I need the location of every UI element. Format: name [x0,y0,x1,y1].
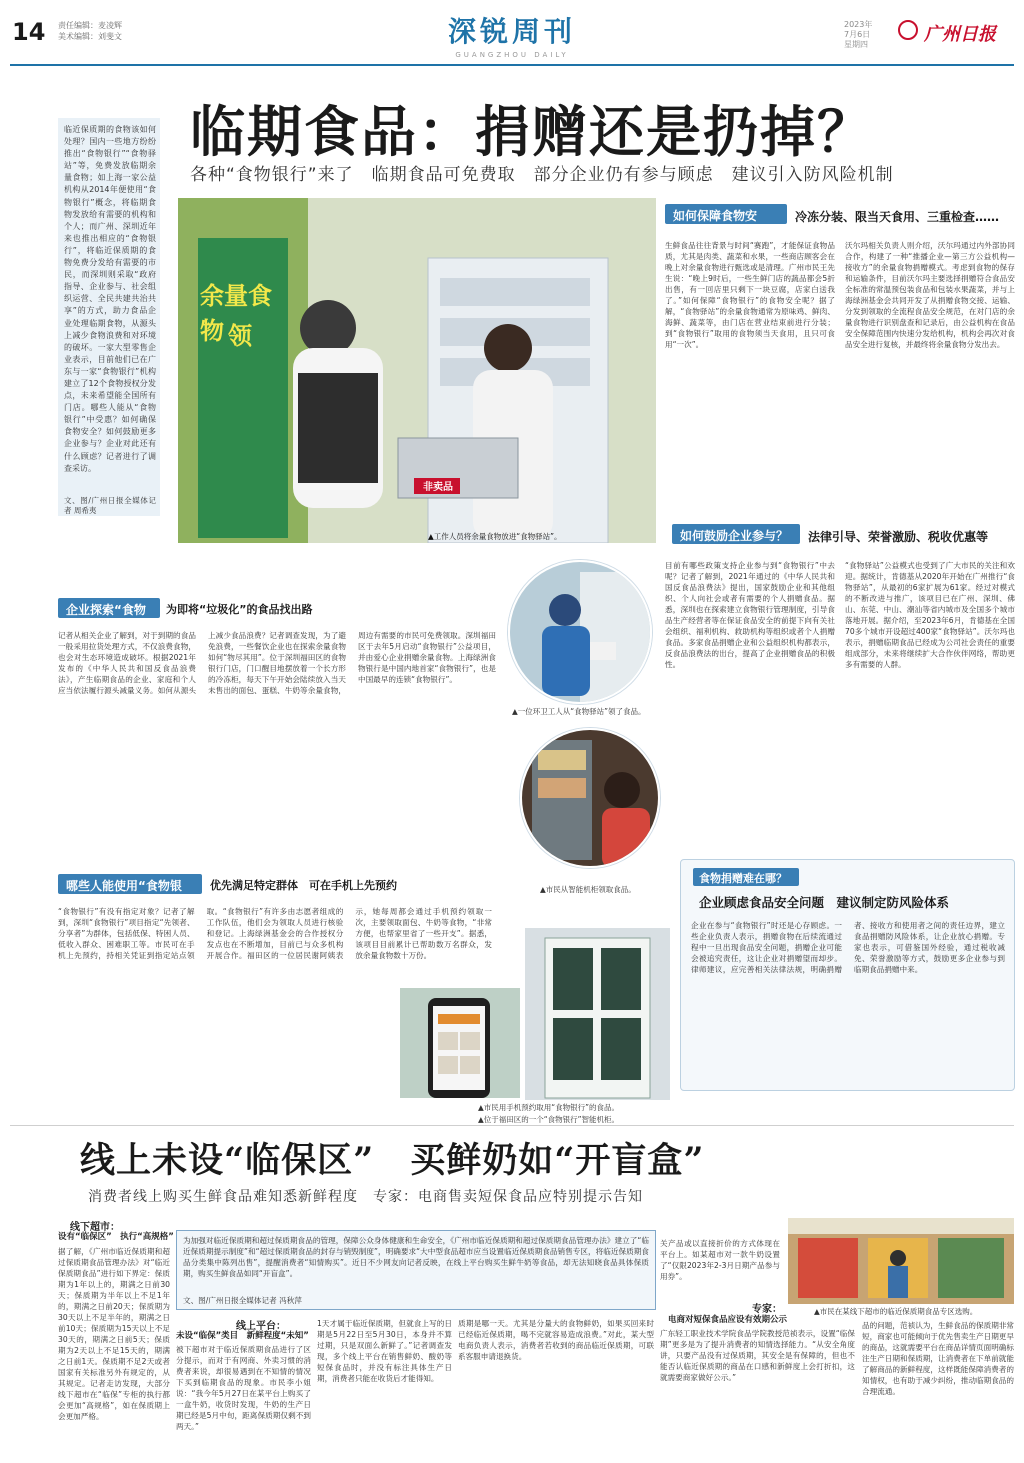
masthead [0,0,1024,64]
q2-text-b: “食物驿站”公益模式也受到了广大市民的关注和欢迎。据统计，肯德基从2020年开始在广州推行“食物驿站”，从最初的6家扩展为61家。经过对模式的不断改进与推广，该项目已在广州、深圳、佛山、东莞、中山、潮汕等省内城市及全国多个城市落地开展。据介绍，至2023年6月，肯德基在全国70多个城市开设超过400家“食物驿站”。沃尔玛也表示，捐赠临期食品已经成为公司社会责任的重要组成部分，未来将继续扩大合作伙伴网络，帮助更多有需要的人群。 [845,561,1015,669]
concern-text: 企业在参与“食物银行”时还是心存顾虑。一些企业负责人表示，捐赠食物在后续流通过程中一旦出现食品安全问题，捐赠企业可能会被追究责任，这让企业对捐赠望而却步。律师建议，应完善相关法律法规，明确捐赠者、接收方和使用者之间的责任边界，建立食品捐赠防风险体系，让企业放心捐赠。专家也表示，可借鉴国外经验，通过税收减免、荣誉激励等方式，鼓励更多企业参与到临期食品捐赠中来。 [691,921,1005,974]
main-photo [178,198,656,543]
section-subtitle: GUANGZHOU DAILY [455,51,569,59]
col1-title: 线下超市： [70,1222,120,1233]
story1-subheadline: 各种“食物银行”来了 临期食品可免费取 部分企业仍有参与顾虑 建议引入防风险机制 [190,165,894,185]
circle-caption-1: ▲一位环卫工人从“食物驿站”领了食品。 [512,707,646,716]
lead-credit: 文、图/广州日报全媒体记者 周希夷 [64,496,156,515]
notice-box [176,1230,656,1310]
story-divider [10,1125,1014,1126]
main-photo-caption: ▲工作人员将余量食物放进“食物驿站”。 [428,532,562,541]
circle-photo-worker [508,560,652,704]
q1-label: 冷冻分装、限当天食用、三重检查…… [795,210,1000,224]
col2-text: 被下超市对于临近保质期食品进行了区分提示，而对于有网商、外卖习惯的消费者来说，却很易遇到在不知情的情况下买到临期食品的现象。市民李小姐说：“我今年5月27日在某平台上购买了一盒牛奶，收货时发现，牛奶的生产日期已经是5月中旬，距离保质期仅剩不到两天。” [176,1345,311,1431]
cabinet-photo-caption: ▲位于福田区的一个“食物银行”智能机柜。 [478,1115,620,1124]
story2-subheadline: 消费者线上购买生鲜食品难知悉新鲜程度 专家：电商售卖短保食品应特别提示告知 [88,1189,643,1205]
story2-headline: 线上未设“临保区” 买鲜奶如“开盲盒” [80,1140,705,1181]
col5-intro: 关产品或以直接折价的方式体现在平台上。如某超市对一款牛奶设置了“仅限2023年2-3月日期产品参与用券”。 [660,1239,780,1281]
concern-kicker: 食物捐赠难在哪？ [693,868,799,886]
worker-illustration [510,562,652,704]
section-title: 深锐周刊 [447,15,576,48]
col5-subtitle: 电商对短保食品应设有效期公示 [668,1315,788,1325]
concern-box [680,859,1015,1091]
col6-text: 品的问题，范祯认为，生鲜食品的保质期非常短，商家也可能倾向于优先售卖生产日期更早的商品，这就需要平台在商品详情页面明确标注生产日期和保质期，让消费者在下单前就能了解商品的新鲜程度，这样既能保障消费者的知情权，也有助于减少纠纷，推动临期食品的合理流通。 [862,1321,1014,1396]
q1-text-a: 生鲜食品往往背景与时间“赛跑”，才能保证食物品质，尤其是肉类、蔬菜和水果，一些商店顾客会在晚上对余量食物进行甄选或是清理。广州市民王先生说：“晚上9时后，一些生鲜门店的蔬品都会5折出售，有一回店里只剩下一块豆腐，店家白送我了。”如何保障“食物银行”的食物安全呢？据了解，“食物驿站”的余量食物通常为原味鸡、鲜肉、海鲜、蔬菜等，由门店在营业结束前进行分装；到“食物银行”取用的食物须当天食用，且只可食用“一次”。 [665,241,835,349]
issue-date [844,20,872,50]
part2-text: “食物银行”有没有指定对象？记者了解到，深圳“食物银行”项目指定“先领者、分享者”为群体，包括低保、特困人员、低收入群众、困难职工等。市民可在手机上先预约，持相关凭证到指定站点领取。“食物银行”有许多由志愿者组成的工作队伍，他们会为领取人员进行核验和登记。上海绿洲基金会的合作授权分发点也在不断增加，目前已与众多机构开展合作。福田区的一位居民谢阿姨表示，她每周都会通过手机预约领取一次，主要领取面包、牛奶等食物，“非常方便，也帮家里省了一些开支”。据悉，该项目目前累计已帮助数万名群众，发放余量食物数十万份。 [58,907,492,960]
circle-photo-cabinet [520,728,660,868]
store-photo [788,1218,1014,1304]
photo-sign-top: 余量食物 [200,282,272,345]
col2-subtitle: 未设“临保”类目 新鲜程度“未知” [176,1331,309,1341]
col4-text: 质期是哪一天。尤其是分量大的食物鲜奶，如果买回来时已经临近保质期，喝不完就容易造成浪费。”对此，某大型电商负责人表示，消费者若收到的商品临近保质期，可联系客服申请退换货。 [458,1319,654,1361]
newspaper-brand: 广州日报 [924,24,996,45]
phone-photo [400,988,520,1098]
part2-label: 优先满足特定群体 可在手机上先预约 [210,879,397,892]
cabinet-photo [525,928,670,1100]
art-editor-line: 美术编辑：刘斐文 [58,32,122,41]
lead-text: 临近保质期的食物该如何处理？国内一些地方纷纷推出“食物银行”“食物驿站”等，免费发放临期余量食物；如上海一家公益机构从2014年便使用“食物银行”概念，将临期食物发放给有需要的机构和个人；而广州、深圳近年来也推出相应的“食物银行”，将临近保质期的食物免费分发给有需要的市民，而深圳则采取“政府指导、企业参与、社会组织运营、全民共建共治共享”的方式，助力食品企业处理临期食物，从源头上减少食物浪费和对环境的破坏。一家大型零售企业表示，目前他们已在广东与一家“食物银行”机构建立了12个食物授权分发点，未来希望能全国所有门店。哪些人能从“食物银行”中受惠？如何确保食物安全？如何鼓励更多企业参与？企业对此还有什么顾虑？记者进行了调查采访。 [64,125,156,473]
q2-text-a: 目前有哪些政策支持企业参与到“食物银行”中去呢？记者了解到，2021年通过的《中华人民共和国反食品浪费法》提出，国家鼓励企业和其他组织、个人向社会或者有需要的个人捐赠食品。据悉，深圳也在探索建立食物银行管理制度，引导食品生产经营者等在保证食品安全的前提下向有关社会组织、福利机构、救助机构等组织或者个人捐赠食品。多家食品捐赠企业和公益组织机构都表示，反食品浪费法的出台，提高了企业捐赠食品的积极性。 [665,561,835,669]
q2-label: 法律引导、荣誉激励、税收优惠等 [808,530,989,544]
part1-bar: 企业探索“食物银行” [58,598,160,618]
notice-text: 为加强对临近保质期和超过保质期食品的管理，保障公众身体健康和生命安全，《广州市临近保质期和超过保质期食品管理办法》建立了“临近保质期提示制度”和“超过保质期食品的封存与销毁制度”，明确要求“大中型食品超市应当设置临近保质期食品销售专区，将临近保质期食品分类集中陈列出售”，提醒消费者“知情购买”。近日不少网友向记者反映，在线上平台购买生鲜牛奶等食品，却无法知晓食品具体保质期，购买生鲜食品如同“开盲盒”。 [183,1236,649,1278]
circle-caption-2-line: ▲市民从智能机柜领取食品。 [540,885,636,894]
masthead-rule [10,64,1014,66]
newspaper-logo-icon [898,20,918,40]
col5-text: 广东轻工职业技术学院食品学院教授范祯表示，设置“临保期”更多是为了提升消费者的知情选择能力。“从安全角度讲，只要产品没有过保质期，其安全是有保障的，但也不能否认临近保质期的商品在口感和新鲜度上会打折扣，这就需要商家做好公示。” [660,1329,855,1382]
store-illustration [788,1218,1014,1304]
notice-credit: 文、图/广州日报全媒体记者 冯秋萍 [183,1296,302,1305]
col3-text: 1天才属于临近保质期，但就食上写的日期是5月22日至5月30日，本身并不算过期，只是双面么新鲜了。”记者调查发现，多个线上平台在销售鲜奶、酸奶等短保食品时，并没有标注具体生产日期，消费者只能在收货后才能得知。 [317,1319,452,1383]
phone-photo-caption: ▲市民用手机预约取用“食物银行”的食品。 [478,1103,620,1112]
story1-headline: 临期食品：捐赠还是扔掉？ [190,99,875,164]
lead-box [58,118,160,516]
q2-bar: 如何鼓励企业参与？ [672,524,800,544]
concern-title: 企业顾虑食品安全问题 建议制定防风险体系 [699,895,950,910]
date-weekday: 星期四 [844,40,868,49]
col1-subtitle: 设有“临保区” 执行“高规格” [58,1232,174,1242]
cabinet-illustration [522,730,660,868]
q1-text-b: 沃尔玛相关负责人则介绍，沃尔玛通过内外部协同合作，构建了一种“推播企业—第三方公益机构—接收方”的余量食物捐赠模式。考虑到食物的保存和运输条件，目前沃尔玛主要选择捐赠符合食品安全标准的常温预包装食品和包装水果蔬菜，并与上海绿洲基金会共同开发了从捐赠食物交接、运输、分发到领取的全流程食品安全规范，在对门店的余量食物进行识别盘查和记录后，由公益机构在食品安全保障范围内快速分发给机构，机构会再次对食品安全进行复核，并最终将余量食物分发出去。 [845,241,1015,349]
col2-title: 线上平台： [236,1321,286,1332]
part1-text: 记者从相关企业了解到，对于到期的食品一般采用拉货处理方式，不仅浪费食物，也会对生态环境造成破坏。根据2021年发布的《中华人民共和国反食品浪费法》，产生临期食品的企业、家庭和个人应当依法履行源头减量义务。如何从源头上减少食品浪费？记者调查发现，为了避免浪费，一些餐饮企业也在探索余量食物如何“物尽其用”。位于深圳福田区的食物银行门店，门口醒目地摆放着一个长方形的冷冻柜，每天下午开始会陆续放入当天未售出的面包、蛋糕、牛奶等余量食物，周边有需要的市民可免费领取。深圳福田区于去年5月启动“食物银行”公益项目，并由爱心企业捐赠余量食物。上海绿洲食物银行是中国内地首家“食物银行”，也是中国最早的连锁“食物银行”。 [58,631,496,695]
q1-bar: 如何保障食物安全？ [665,204,787,224]
col5-title: 专家： [752,1304,782,1315]
store-photo-caption: ▲市民在某线下超市的临近保质期食品专区选购。 [814,1307,978,1316]
date-year: 2023年 [844,20,873,29]
smart-cabinet-illustration [525,928,670,1100]
page-number: 14 [12,18,46,46]
editor-line: 责任编辑：麦凌辉 [58,21,122,30]
phone-illustration [400,988,520,1098]
date-day: 7月6日 [844,30,871,39]
part2-bar: 哪些人能使用“食物银行”？ [58,874,202,894]
photo-box-label: 非卖品 [423,482,453,493]
part1-label: 为即将“垃圾化”的食品找出路 [166,603,313,616]
photo-sign-bottom: 领 [228,322,252,350]
col1-text: 据了解，《广州市临近保质期和超过保质期食品管理办法》对“临近保质期食品”进行如下界定：保质期为1年以上的，期满之日前30天；保质期为半年以上不足1年的，期满之日前20天；保质期为30天以上不足半年的，期满之日前10天；保质期为15天以上不足30天的，期满之日前5天；保质期为2天以上不足15天的，期满之日前1天。保质期不足2天或者国家有关标准另外有规定的，从其规定。记者走访发现，大部分线下超市在“临保”专柜的执行都会更加“高规格”，如在保质期上会更加严格。 [58,1247,170,1421]
